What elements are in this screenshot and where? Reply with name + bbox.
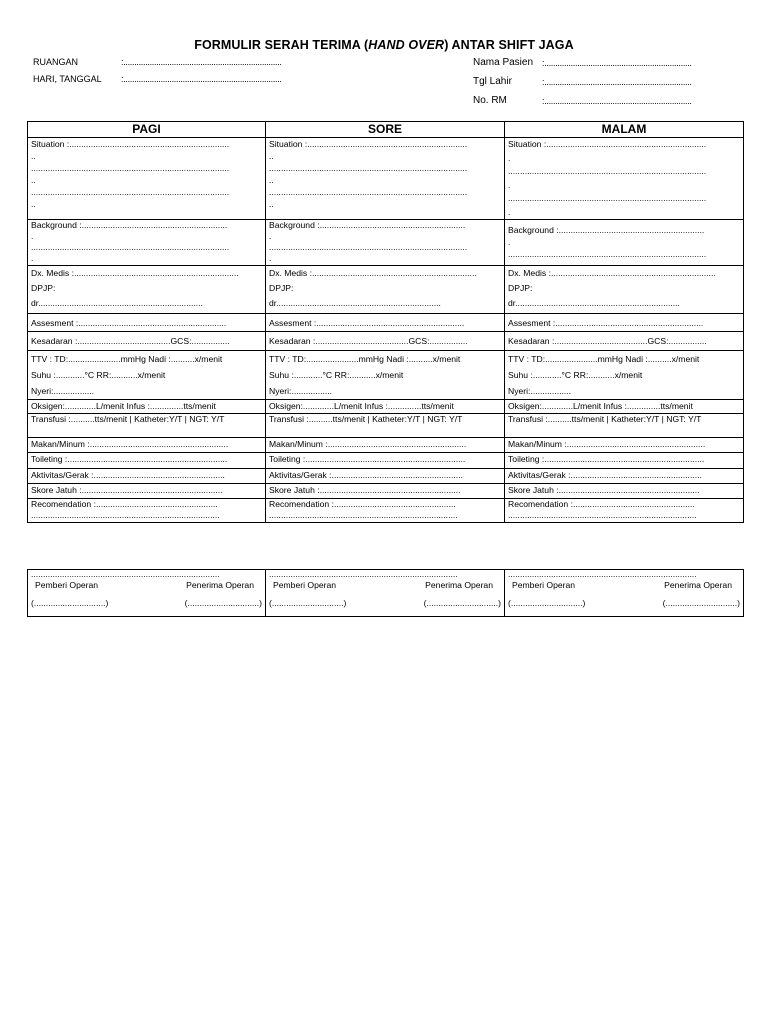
pemberi-operan-label: Pemberi Operan xyxy=(512,580,576,590)
aktivitas-cell[interactable]: Aktivitas/Gerak :....................................................... xyxy=(505,469,744,484)
ttv-cell[interactable]: TTV : TD:......................mmHg Nadi :..........x/menit Suhu :............°C RR:...........x/menit Nyeri:................. xyxy=(505,351,744,400)
background-cell[interactable]: Background :............................................................. . ................................................................................... xyxy=(505,220,744,266)
penerima-operan-label: Penerima Operan xyxy=(186,580,254,590)
skore-jatuh-row xyxy=(28,484,744,499)
kesadaran-cell[interactable]: Kesadaran :.......................................GCS:................ xyxy=(505,332,744,351)
situation-cell[interactable]: Situation :................................................................... . ................................................................................... . ................................................................................... . xyxy=(505,138,744,220)
pemberi-operan-label: Pemberi Operan xyxy=(35,580,99,590)
hari-tanggal-field[interactable]: :........................................................................ xyxy=(121,74,282,84)
shift-header-pagi: PAGI xyxy=(28,122,266,138)
makan-minum-row xyxy=(28,438,744,453)
makan-minum-cell[interactable]: Makan/Minum :.......................................................... xyxy=(266,438,505,453)
ttv-cell[interactable]: TTV : TD:......................mmHg Nadi :..........x/menit Suhu :............°C RR:...........x/menit Nyeri:................. xyxy=(266,351,505,400)
aktivitas-cell[interactable]: Aktivitas/Gerak :....................................................... xyxy=(28,469,266,484)
dx-medis-row xyxy=(28,266,744,314)
kesadaran-cell[interactable]: Kesadaran :.......................................GCS:................ xyxy=(266,332,505,351)
shift-header-sore: SORE xyxy=(266,122,505,138)
recomendation-cell[interactable]: Recomendation :................................................... ............................................................................... xyxy=(505,499,744,523)
shift-header-row xyxy=(28,122,744,138)
oksigen-row xyxy=(28,400,744,414)
ruangan-label: RUANGAN xyxy=(33,57,79,67)
assesment-cell[interactable]: Assesment :.............................................................. xyxy=(28,314,266,332)
dx-medis-cell[interactable]: Dx. Medis :..................................................................... DPJP: dr..................................................................... xyxy=(28,266,266,314)
ruangan-field[interactable]: :........................................................................ xyxy=(121,57,282,67)
situation-cell[interactable]: Situation :................................................................... .. ................................................................................... .. ................................................................................... .. xyxy=(266,138,505,220)
transfusi-cell[interactable]: Transfusi :..........tts/menit | Katheter:Y/T | NGT: Y/T xyxy=(28,414,266,438)
transfusi-row xyxy=(28,414,744,438)
makan-minum-cell[interactable]: Makan/Minum :.......................................................... xyxy=(28,438,266,453)
pemberi-operan-label: Pemberi Operan xyxy=(273,580,337,590)
kesadaran-cell[interactable]: Kesadaran :.......................................GCS:................ xyxy=(28,332,266,351)
handover-table xyxy=(27,121,744,523)
dx-medis-cell[interactable]: Dx. Medis :..................................................................... DPJP: dr..................................................................... xyxy=(266,266,505,314)
assesment-cell[interactable]: Assesment :.............................................................. xyxy=(266,314,505,332)
tgl-lahir-field[interactable]: :................................................................... xyxy=(542,77,692,87)
penerima-operan-blank[interactable]: (..............................) xyxy=(184,598,262,608)
no-rm-field[interactable]: :................................................................... xyxy=(542,96,692,106)
transfusi-cell[interactable]: Transfusi :..........tts/menit | Katheter:Y/T | NGT: Y/T xyxy=(266,414,505,438)
signature-cell-malam[interactable]: ............................................................................... Pemberi Operan Penerima Operan (..............................) (..............................) xyxy=(505,570,744,617)
transfusi-cell[interactable]: Transfusi :..........tts/menit | Katheter:Y/T | NGT: Y/T xyxy=(505,414,744,438)
shift-header-malam: MALAM xyxy=(505,122,744,138)
signature-table xyxy=(27,569,744,617)
hari-tanggal-label: HARI, TANGGAL xyxy=(33,74,102,84)
toileting-cell[interactable]: Toileting :................................................................... xyxy=(505,453,744,469)
toileting-cell[interactable]: Toileting :................................................................... xyxy=(28,453,266,469)
penerima-operan-label: Penerima Operan xyxy=(664,580,732,590)
penerima-operan-blank[interactable]: (..............................) xyxy=(423,598,501,608)
assesment-row xyxy=(28,314,744,332)
toileting-row xyxy=(28,453,744,469)
background-row xyxy=(28,220,744,266)
toileting-cell[interactable]: Toileting :................................................................... xyxy=(266,453,505,469)
recomendation-row xyxy=(28,499,744,523)
oksigen-cell[interactable]: Oksigen:.............L/menit Infus :..............tts/menit xyxy=(505,400,744,414)
makan-minum-cell[interactable]: Makan/Minum :.......................................................... xyxy=(505,438,744,453)
pemberi-operan-blank[interactable]: (..............................) xyxy=(508,598,586,608)
oksigen-cell[interactable]: Oksigen:.............L/menit Infus :..............tts/menit xyxy=(266,400,505,414)
background-cell[interactable]: Background :............................................................. . ................................................................................... . xyxy=(266,220,505,266)
signature-cell-sore[interactable]: ............................................................................... Pemberi Operan Penerima Operan (..............................) (..............................) xyxy=(266,570,505,617)
skore-jatuh-cell[interactable]: Skore Jatuh :........................................................... xyxy=(505,484,744,499)
nama-pasien-label: Nama Pasien xyxy=(473,57,534,68)
background-cell[interactable]: Background :............................................................. . ................................................................................... . xyxy=(28,220,266,266)
oksigen-cell[interactable]: Oksigen:.............L/menit Infus :..............tts/menit xyxy=(28,400,266,414)
ttv-row xyxy=(28,351,744,400)
kesadaran-row xyxy=(28,332,744,351)
pemberi-operan-blank[interactable]: (..............................) xyxy=(269,598,347,608)
assesment-cell[interactable]: Assesment :.............................................................. xyxy=(505,314,744,332)
signature-row xyxy=(28,570,744,617)
ttv-cell[interactable]: TTV : TD:......................mmHg Nadi :..........x/menit Suhu :............°C RR:...........x/menit Nyeri:................. xyxy=(28,351,266,400)
penerima-operan-blank[interactable]: (..............................) xyxy=(662,598,740,608)
dx-medis-cell[interactable]: Dx. Medis :..................................................................... DPJP: dr..................................................................... xyxy=(505,266,744,314)
recomendation-cell[interactable]: Recomendation :................................................... ............................................................................... xyxy=(266,499,505,523)
situation-row xyxy=(28,138,744,220)
penerima-operan-label: Penerima Operan xyxy=(425,580,493,590)
recomendation-cell[interactable]: Recomendation :................................................... ............................................................................... xyxy=(28,499,266,523)
aktivitas-row xyxy=(28,469,744,484)
signature-cell-pagi[interactable]: ............................................................................... Pemberi Operan Penerima Operan (..............................) (..............................) xyxy=(28,570,266,617)
form-title: FORMULIR SERAH TERIMA (HAND OVER) ANTAR SHIFT JAGA xyxy=(194,38,574,52)
tgl-lahir-label: Tgl Lahir xyxy=(473,76,512,87)
skore-jatuh-cell[interactable]: Skore Jatuh :........................................................... xyxy=(266,484,505,499)
situation-cell[interactable]: Situation :................................................................... .. ................................................................................... .. ................................................................................... .. xyxy=(28,138,266,220)
nama-pasien-field[interactable]: :................................................................... xyxy=(542,58,692,68)
no-rm-label: No. RM xyxy=(473,95,507,106)
skore-jatuh-cell[interactable]: Skore Jatuh :........................................................... xyxy=(28,484,266,499)
aktivitas-cell[interactable]: Aktivitas/Gerak :....................................................... xyxy=(266,469,505,484)
pemberi-operan-blank[interactable]: (..............................) xyxy=(31,598,109,608)
